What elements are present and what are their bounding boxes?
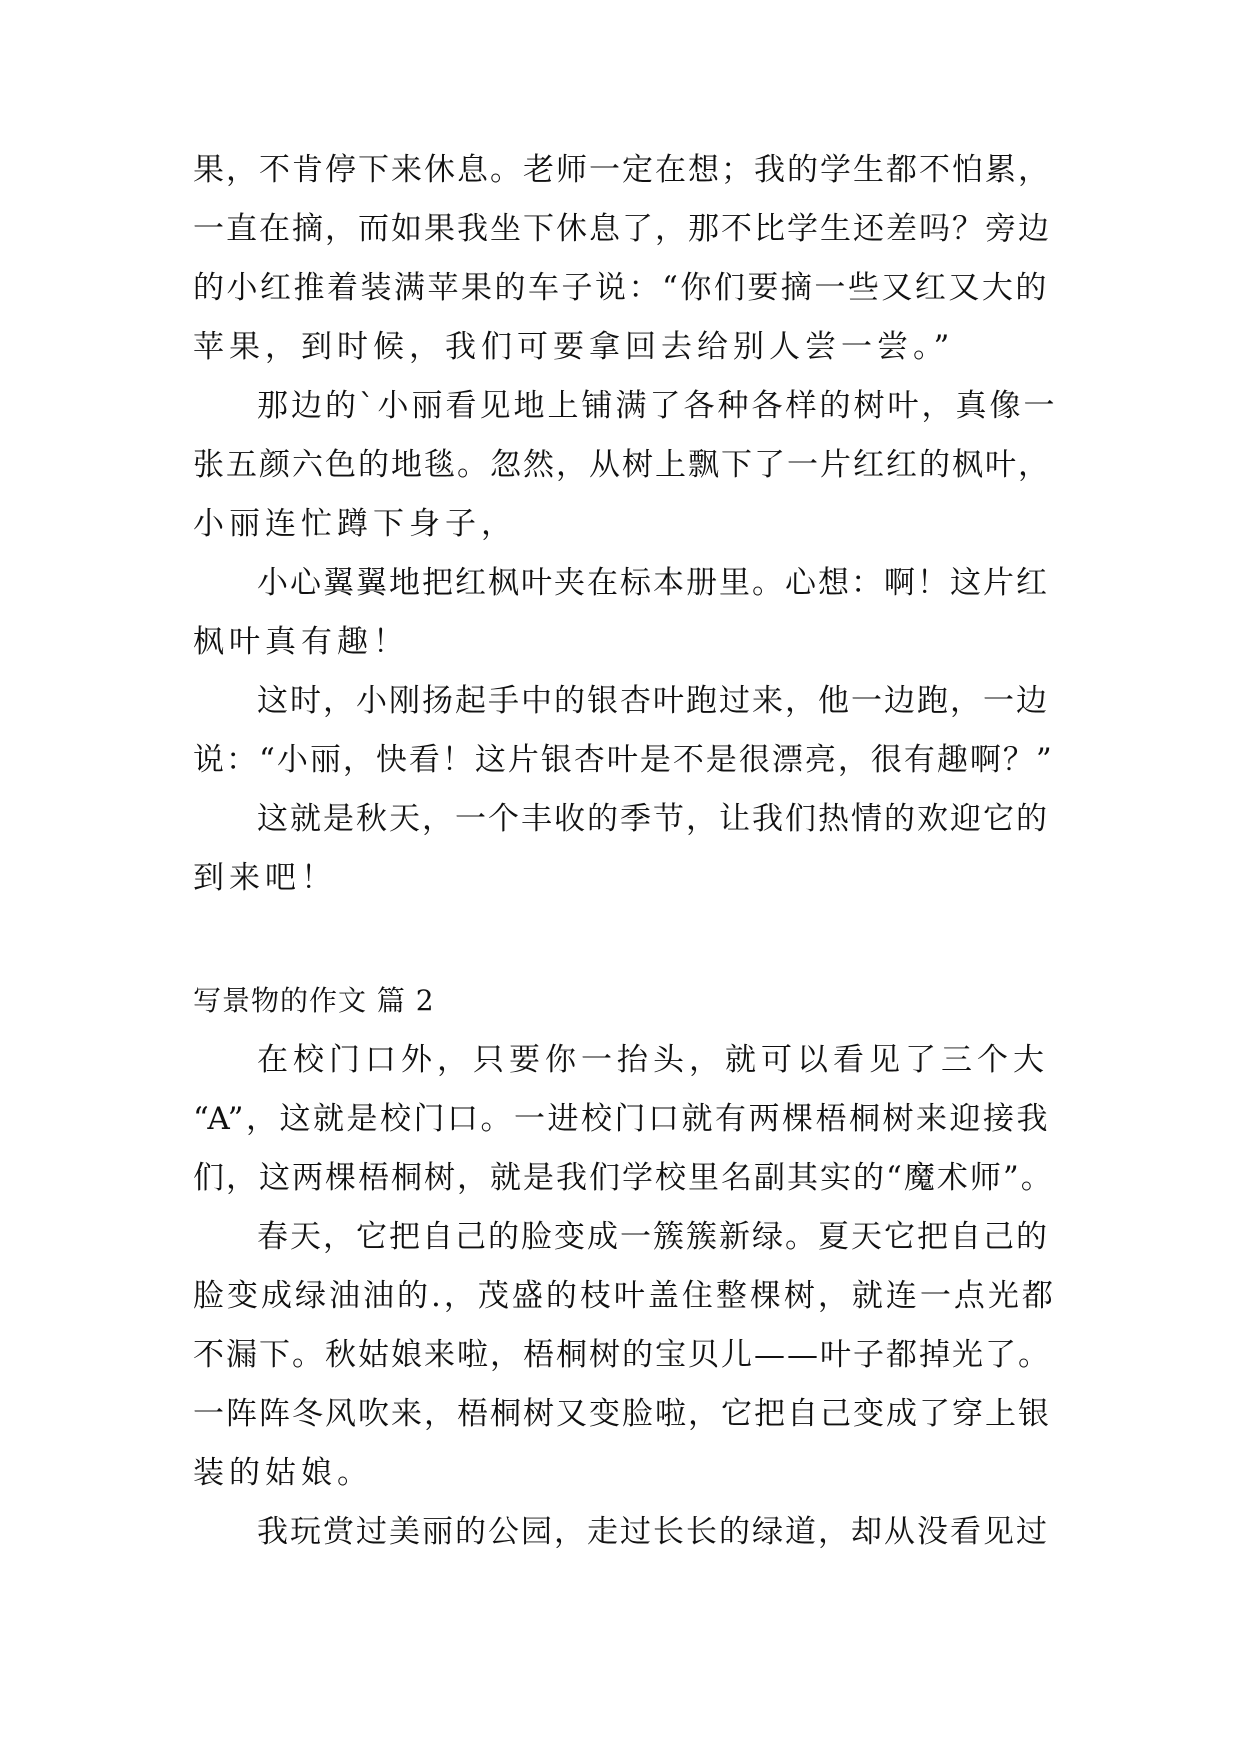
text-line: 枫叶真有趣！ [193,624,409,660]
text-line: 这就是秋天，一个丰收的季节，让我们热情的欢迎它的 [257,801,1049,837]
text-line: 的小红推着装满苹果的车子说：“你们要摘一些又红又大的 [193,270,1049,306]
text-line: 装的姑娘。 [193,1455,373,1491]
text-line: 我玩赏过美丽的公园，走过长长的绿道，却从没看见过 [257,1514,1049,1550]
text-line: 这时，小刚扬起手中的银杏叶跑过来，他一边跑，一边 [257,683,1049,719]
text-line: “A”，这就是校门口。一进校门口就有两棵梧桐树来迎接我 [193,1101,1051,1137]
text-line: 苹果，到时候，我们可要拿回去给别人尝一尝。” [193,329,955,365]
section-title: 写景物的作文 篇 2 [193,984,435,1017]
text-line: 一阵阵冬风吹来，梧桐树又变脸啦，它把自己变成了穿上银 [193,1396,1051,1432]
text-line: 小丽连忙蹲下身子， [193,506,517,542]
text-line: 一直在摘，而如果我坐下休息了，那不比学生还差吗？旁边 [193,211,1051,247]
text-line: 在校门口外，只要你一抬头，就可以看见了三个大 [257,1042,1049,1078]
text-line: 张五颜六色的地毯。忽然，从树上飘下了一片红红的枫叶， [193,447,1051,483]
text-line: 果，不肯停下来休息。老师一定在想；我的学生都不怕累， [193,152,1051,188]
text-line: 春天，它把自己的脸变成一簇簇新绿。夏天它把自己的 [257,1219,1049,1255]
text-line: 到来吧！ [193,860,337,896]
text-line: 那边的`小丽看见地上铺满了各种各样的树叶，真像一 [257,388,1058,424]
text-line: 们，这两棵梧桐树，就是我们学校里名副其实的“魔术师”。 [193,1160,1054,1196]
text-line: 小心翼翼地把红枫叶夹在标本册里。心想：啊！这片红 [257,565,1049,601]
text-line: 不漏下。秋姑娘来啦，梧桐树的宝贝儿——叶子都掉光了。 [193,1337,1051,1373]
text-line: 脸变成绿油油的.，茂盛的枝叶盖住整棵树，就连一点光都 [193,1278,1056,1314]
text-line: 说：“小丽，快看！这片银杏叶是不是很漂亮，很有趣啊？” [193,742,1054,778]
